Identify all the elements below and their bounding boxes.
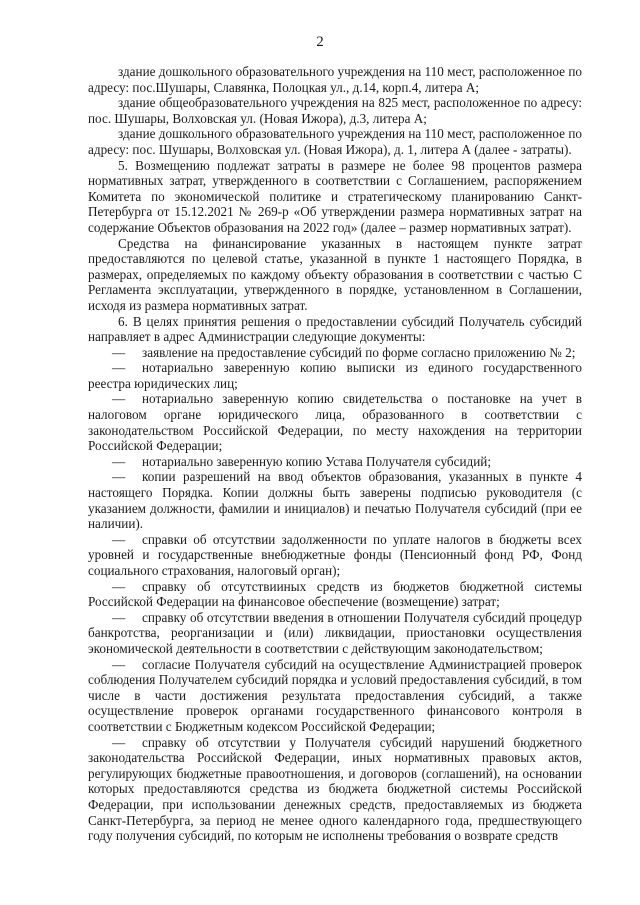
bullet-dash: — bbox=[112, 578, 126, 594]
list-item bbox=[88, 532, 582, 579]
bullet-dash: — bbox=[112, 391, 126, 407]
list-item bbox=[88, 345, 582, 361]
list-item-text: заявление на предоставление субсидий по форме согласно приложению № 2; bbox=[142, 344, 576, 360]
paragraph-building-3: здание дошкольного образовательного учреждения на 110 мест, расположенное по адресу: пос. Шушары, Волховская ул. (Новая Ижора), д. 1, литера А (далее - затраты). bbox=[88, 126, 582, 157]
list-item-text: копии разрешений на ввод объектов образования, указанных в пункте 4 настоящего Порядка. Копии должны быть заверены подписью руководителя (с указанием должности, фамилии и инициалов) и печатью Получателя субсидий (при ее наличии). bbox=[88, 469, 582, 532]
list-item bbox=[88, 454, 582, 470]
list-item bbox=[88, 360, 582, 391]
paragraph-funding: Средства на финансирование указанных в настоящем пункте затрат предоставляются по целевой статье, указанной в пункте 1 настоящего Порядка, в размерах, определяемых по каждому объекту образования в соответствии с частью С Регламента эксплуатации, утвержденного в порядке, установленном в Соглашении, исходя из размера нормативных затрат. bbox=[88, 235, 582, 313]
bullet-dash: — bbox=[112, 609, 126, 625]
list-item-text: нотариально заверенную копию свидетельства о постановке на учет в налоговом органе юридического лица, образованного в соответствии с законодательством Российской Федерации, по месту нахождения на территории Российской Федерации; bbox=[88, 391, 582, 454]
list-item-text: справку об отсутствииных средств из бюджетов бюджетной системы Российской Федерации на финансовое обеспечение (возмещение) затрат; bbox=[88, 578, 582, 610]
bullet-dash: — bbox=[112, 469, 126, 485]
list-item bbox=[88, 735, 582, 844]
document-body bbox=[88, 64, 582, 844]
paragraph-building-2: здание общеобразовательного учреждения на 825 мест, расположенное по адресу: пос. Шушары, Волховская ул. (Новая Ижора), д.3, литера А; bbox=[88, 95, 582, 126]
bullet-dash: — bbox=[112, 360, 126, 376]
bullet-dash: — bbox=[112, 344, 126, 360]
paragraph-clause-5: 5. Возмещению подлежат затраты в размере не более 98 процентов размера нормативных затрат, утвержденного в соответствии с Соглашением, распоряжением Комитета по экономической политике и стратегическому планированию Санкт-Петербурга от 15.12.2021 № 269-р «Об утверждении размера нормативных затрат на содержание Объектов образования на 2022 год» (далее – размер нормативных затрат). bbox=[88, 157, 582, 235]
list-item-text: нотариально заверенную копию Устава Получателя субсидий; bbox=[142, 453, 491, 469]
list-item bbox=[88, 610, 582, 657]
paragraph-clause-6: 6. В целях принятия решения о предоставлении субсидий Получатель субсидий направляет в адрес Администрации следующие документы: bbox=[88, 313, 582, 345]
list-item-text: справку об отсутствии введения в отношении Получателя субсидий процедур банкротства, реорганизации и (или) ликвидации, приостановки осуществления экономической деятельности в соответствии с действующим законодательством; bbox=[88, 609, 582, 656]
list-item bbox=[88, 391, 582, 453]
list-item bbox=[88, 657, 582, 735]
paragraph-building-1: здание дошкольного образовательного учреждения на 110 мест, расположенное по адресу: пос.Шушары, Славянка, Полоцкая ул., д.14, корп.4, литера А; bbox=[88, 64, 582, 95]
bullet-dash: — bbox=[112, 734, 126, 750]
bullet-dash: — bbox=[112, 453, 126, 469]
list-item-text: справку об отсутствии у Получателя субсидий нарушений бюджетного законодательства Российской Федерации, иных нормативных правовых актов, регулирующих бюджетные правоотношения, и договоров (соглашений), на основании которых предоставляются средства из бюджета бюджетной системы Российской Федерации, при использовании денежных средств, предоставляемых из бюджета Санкт-Петербурга, за период не менее одного календарного года, предшествующего году получения субсидий, по которым не исполнены требования о возврате средств bbox=[88, 734, 582, 844]
list-item-text: согласие Получателя субсидий на осуществление Администрацией проверок соблюдения Получателем субсидий порядка и условий предоставления субсидий, в том числе в части достижения результата предоставления субсидий, а также осуществление проверок органами государственного финансового контроля в соответствии с Бюджетным кодексом Российской Федерации; bbox=[88, 656, 582, 734]
page-number: 2 bbox=[316, 34, 324, 50]
list-item bbox=[88, 579, 582, 610]
list-item bbox=[88, 469, 582, 531]
bullet-dash: — bbox=[112, 531, 126, 547]
list-item-text: справки об отсутствии задолженности по уплате налогов в бюджеты всех уровней и государственные внебюджетные фонды (Пенсионный фонд РФ, Фонд социального страхования, налоговый орган); bbox=[88, 531, 582, 578]
list-item-text: нотариально заверенную копию выписки из единого государственного реестра юридических лиц; bbox=[88, 360, 582, 391]
bullet-dash: — bbox=[112, 656, 126, 672]
